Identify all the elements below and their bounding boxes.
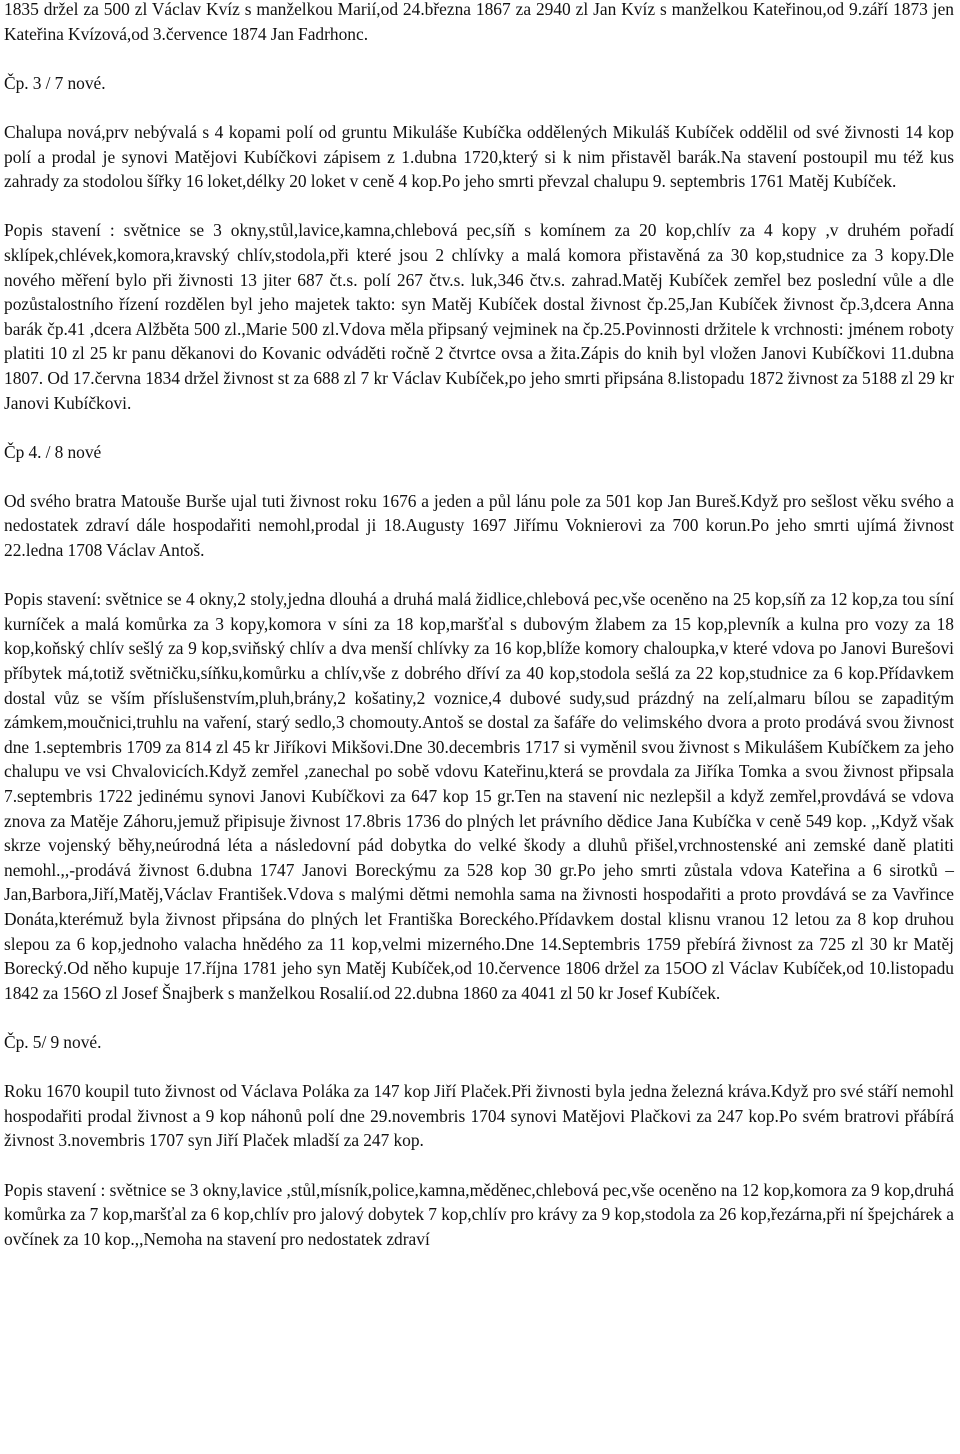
- house-heading-cp3: Čp. 3 / 7 nové.: [4, 72, 106, 93]
- house-heading-cp5: Čp. 5/ 9 nové.: [4, 1031, 102, 1052]
- paragraph-cp5-building-description: Popis stavení : světnice se 3 okny,lavice ,stůl,mísník,police,kamna,měděnec,chlebová pec,vše oceněno na 12 kop,komora za 9 kop,druhá komůrka za 7 kop,maršťal za 6 kop,chlív pro jalový dobytek 7 kop,chlív pro krávy za 9 kop,stodola za 26 kop,řezárna,při ní špejchárek a ovčínek za 10 kop.,,Nemoha na stavení pro nedostatek zdraví: [4, 1179, 954, 1249]
- paragraph-ownership-continued: 1835 držel za 500 zl Václav Kvíz s manželkou Marií,od 24.března 1867 za 2940 zl Jan Kvíz s manželkou Kateřinou,od 9.září 1873 jen Kateřina Kvízová,od 3.července 1874 Jan Fadrhonc.: [4, 0, 954, 44]
- paragraph-cp4-history: Od svého bratra Matouše Burše ujal tuti živnost roku 1676 a jeden a půl lánu pole za 501 kop Jan Bureš.Když pro sešlost věku svého a nedostatek zdraví dále hospodařiti nemohl,prodal ji 18.Augusty 1697 Jiřímu Voknierovi za 700 korun.Po jeho smrti ujímá živnost 22.ledna 1708 Václav Antoš.: [4, 490, 954, 561]
- paragraph-cp3-history: Chalupa nová,prv nebývalá s 4 kopami polí od gruntu Mikuláše Kubíčka oddělených Mikuláš Kubíček oddělil od své živnosti 14 kop polí a prodal je synovi Matějovi Kubíčkovi zápisem z 1.dubna 1720,který si k nim přistavěl barák.Na stavení postoupil mu též kus zahrady za stodolou šířky 16 loket,délky 20 loket v ceně 4 kop.Po jeho smrti převzal chalupu 9. septembris 1761 Matěj Kubíček.: [4, 121, 954, 192]
- paragraph-cp5-history: Roku 1670 koupil tuto živnost od Václava Poláka za 147 kop Jiří Plaček.Při živnosti byla jedna železná kráva.Když pro své stáří nemohl hospodařiti prodal živnost a 9 kop náhonů polí dne 29.novembris 1704 synovi Matějovi Plačkovi za 247 kop.Po svém bratrovi přábírá živnost 3.novembris 1707 syn Jiří Plaček mladší za 247 kop.: [4, 1081, 954, 1151]
- house-heading-cp4: Čp 4. / 8 nové: [4, 441, 102, 462]
- document-page: [4, 0, 954, 1251]
- paragraph-cp3-building-description: Popis stavení : světnice se 3 okny,stůl,lavice,kamna,chlebová pec,síň s komínem za 20 kop,chlív za 4 kopy ,v druhém pořadí sklípek,chlévek,komora,kravský chlív,stodola,při které jsou 2 chlívky a malá komora přistavěná za 30 kop,studnice za 3 kopy.Dle nového měření bylo při živnosti 13 jiter 687 čt.s. polí 267 čtv.s. luk,346 čtv.s. zahrad.Matěj Kubíček zemřel bez poslední vůle a dle pozůstalostního řízení rozdělen byl jeho majetek takto: syn Matěj Kubíček dostal živnost čp.25,Jan Kubíček živnost čp.3,dcera Anna barák čp.41 ,dcera Alžběta 500 zl.,Marie 500 zl.Vdova měla připsaný vejminek na čp.25.Povinnosti držitele k vrchnosti: jménem roboty platiti 10 zl 25 kr panu děkanovi do Kovanic odváděti ročně 2 čtvrtce ovsa a žita.Zápis do knih byl vložen Janovi Kubíčkovi 11.dubna 1807. Od 17.června 1834 držel živnost st za 688 zl 7 kr Václav Kubíček,po jeho smrti připsána 8.listopadu 1872 živnost za 5188 zl 29 kr Janovi Kubíčkovi.: [4, 220, 954, 413]
- paragraph-cp4-building-description: Popis stavení: světnice se 4 okny,2 stoly,jedna dlouhá a druhá malá židlice,chlebová pec,vše oceněno na 25 kop,síň za 12 kop,za tou síní kurníček a malá komůrka za 3 kopy,komora v síni za 18 kop,maršťal s dubovým žlabem za 15 kop,plevník a kulna pro vozy za 18 kop,koňský chlív sešlý za 9 kop,sviňský chlív a dva menší chlívky za 16 kop,blíže komory chaloupka,v které vdova po Janovi Burešovi příbytek má,totiž světničku,síňku,komůrku a chlív,vše z dobrého dříví za 40 kop,stodola sešlá za 22 kop,studnice za 6 kop.Přídavkem dostal vůz se vším příslušenstvím,pluh,brány,2 košatiny,2 voznice,4 dubové sudy,sud prázdný na zelí,almaru bílou se zapaditým zámkem,moučnici,truhlu na vaření, starý sedlo,3 chomouty.Antoš se dostal za šafáře do velimského dvora a proto prodává svou živnost dne 1.septembris 1709 za 814 zl 45 kr Jiříkovi Mikšovi.Dne 30.decembris 1717 si vyměnil svou živnost s Mikulášem Kubíčkem za jeho chalupu ve vsi Chvalovicích.Když zemřel ,zanechal po sobě vdovu Kateřinu,která se provdala za Jiříka Tomka a svou živnost připsala 7.septembris 1722 jedinému synovi Janovi Kubíčkovi za 647 kop 15 gr.Ten na stavení nic nezlepšil a když zemřel,provdává se vdova znova za Matěje Záhoru,jemuž připisuje živnost 17.8bris 1736 do plných let právního dědice Jana Kubíčka v ceně 549 kop. ,,Když však skrze vojenský běhy,neúrodná léta a následovní pád dobytka do velké škody a dluhů přišel,vrchnostenské ani zemské daně platiti nemohl.,,-prodává živnost 6.dubna 1747 Janovi Boreckýmu za 528 kop 30 gr.Po jeho smrti zůstala vdova Kateřina a 6 sirotků – Jan,Barbora,Jiří,Matěj,Václav František.Vdova s malými dětmi nemohla sama na živnosti hospodařiti a proto provdává se za Vavřince Donáta,kterémuž byla živnost připsána do plných let Františka Boreckého.Přídavkem dostal klisnu vranou 12 letou za 8 kop druhou slepou za 6 kop,jednoho valacha hnědého za 11 kop,velmi mizerného.Dne 14.Septembris 1759 přebírá živnost za 725 zl 30 kr Matěj Borecký.Od něho kupuje 17.října 1781 jeho syn Matěj Kubíček,od 10.července 1806 držel za 15OO zl Václav Kubíček,od 10.listopadu 1842 za 156O zl Josef Šnajberk s manželkou Rosalií.od 22.dubna 1860 za 4041 zl 50 kr Josef Kubíček.: [4, 589, 954, 1003]
